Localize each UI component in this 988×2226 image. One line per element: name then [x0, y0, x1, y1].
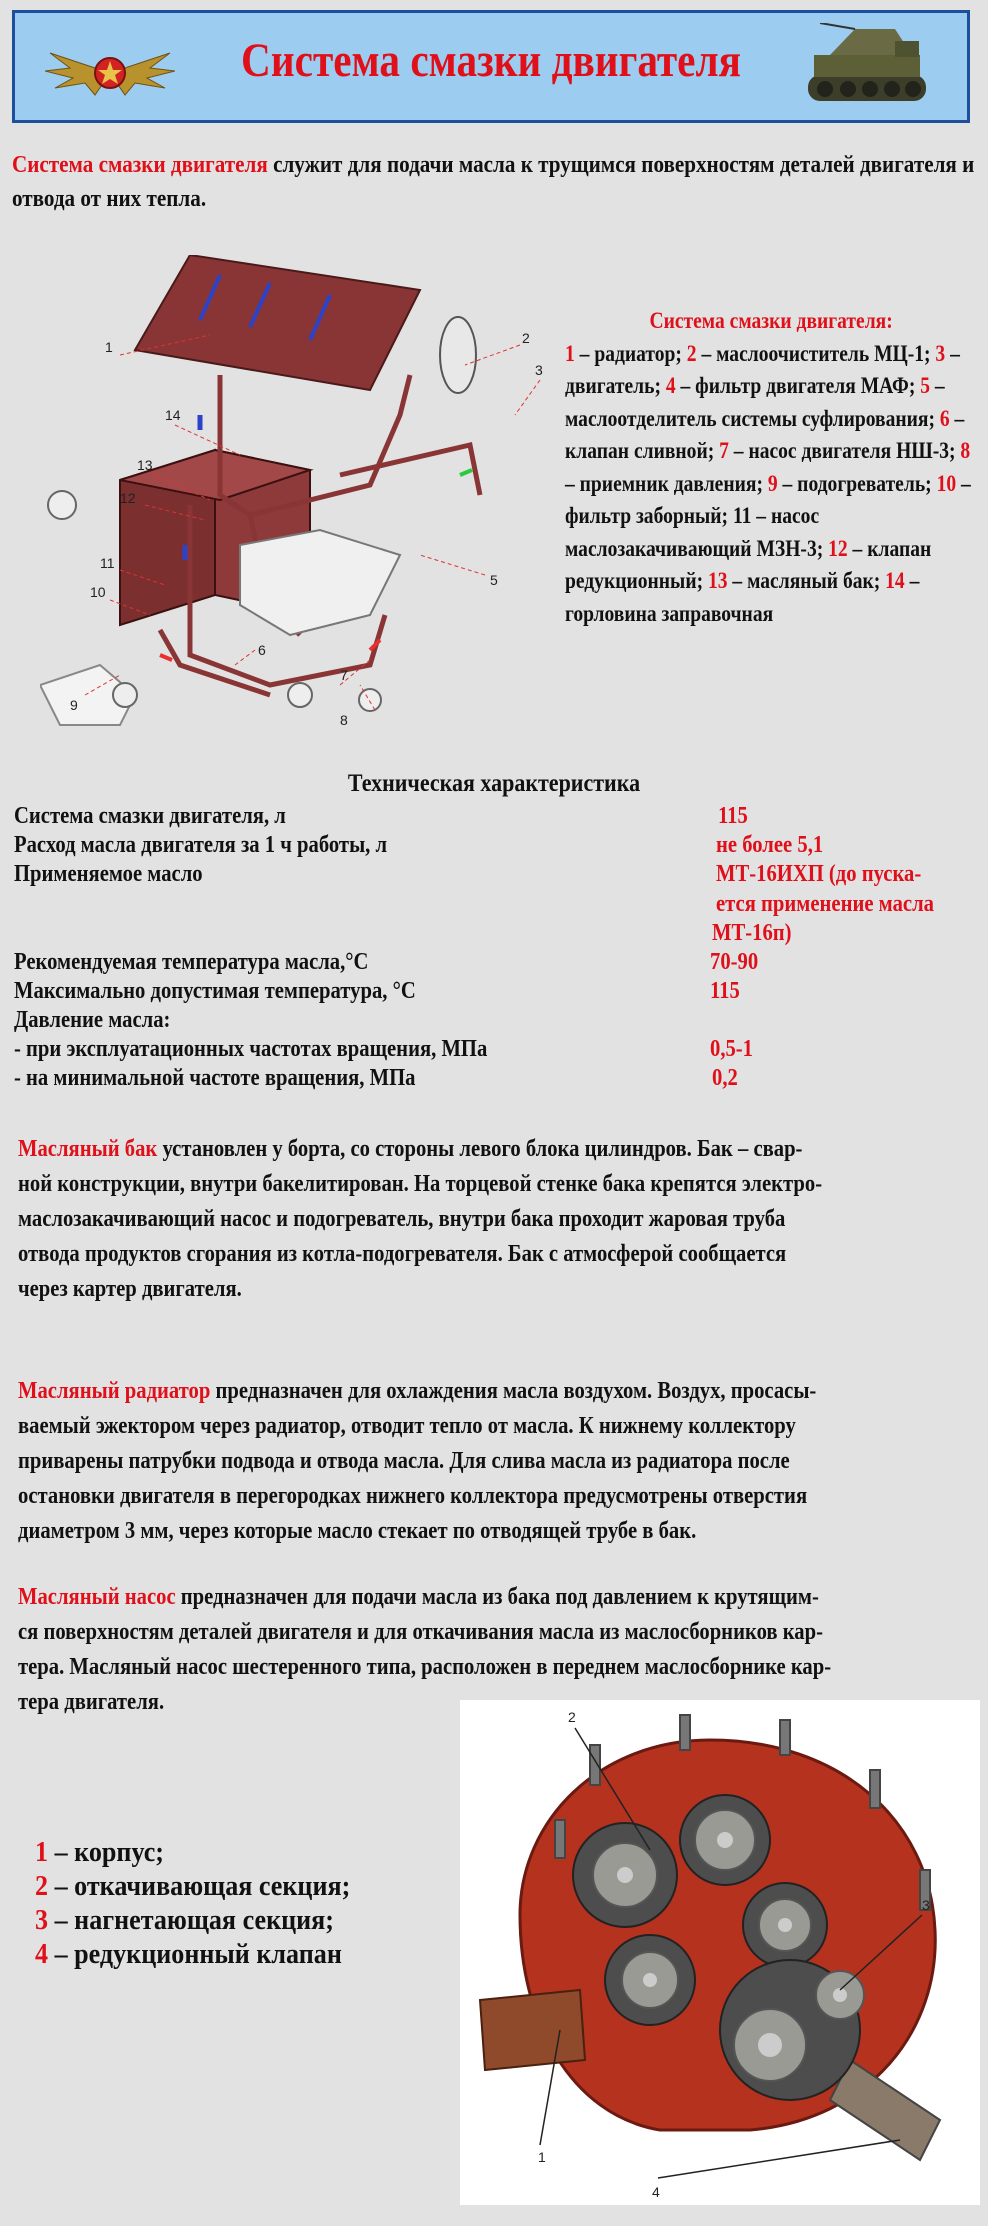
- legend-text: – маслоочиститель МЦ-1;: [696, 340, 936, 366]
- page-title: Система смазки двигателя: [241, 34, 741, 87]
- callout-12: 12: [120, 490, 136, 506]
- callout-6: 6: [258, 642, 266, 658]
- spec-value: 70-90: [710, 949, 759, 975]
- legend-text: – приемник давления;: [565, 470, 768, 496]
- legend-number: 2: [686, 340, 697, 366]
- legend-title: Система смазки двигателя:: [649, 308, 893, 333]
- spec-row: Давление масла:: [14, 1007, 171, 1033]
- schematic-legend: [565, 305, 985, 630]
- pump-callout-2: 2: [568, 1709, 576, 1725]
- legend-text: – фильтр двигателя МАФ;: [675, 373, 921, 398]
- list-item: 3 – нагнетающая секция;: [35, 1904, 334, 1936]
- callout-13: 13: [137, 457, 153, 473]
- oil-pump-illustration: [460, 1700, 980, 2205]
- list-item: 2 – откачивающая секция;: [35, 1870, 351, 1902]
- legend-number: 13: [707, 568, 728, 593]
- pump-callout-3: 3: [922, 1897, 930, 1913]
- specs-title: Техническая характеристика: [347, 770, 641, 797]
- spec-value: МТ-16п): [712, 920, 792, 946]
- callout-7: 7: [340, 667, 348, 683]
- intro-paragraph: [12, 148, 976, 216]
- legend-number: 3: [935, 340, 946, 366]
- legend-number: 1: [565, 340, 575, 366]
- callout-2: 2: [522, 330, 530, 346]
- legend-number: 7: [719, 438, 729, 463]
- spec-row: Расход масла двигателя за 1 ч работы, л: [14, 832, 388, 858]
- intro-term: Система смазки двигателя: [12, 152, 268, 178]
- legend-number: 5: [920, 373, 931, 398]
- tracked-vehicle-icon: [800, 23, 935, 115]
- spec-row: Рекомендуемая температура масла,°С: [14, 949, 369, 975]
- oil-tank-paragraph: Масляный бак установлен у борта, со стороны левого блока цилиндров. Бак – свар- ной конструкции, внутри бакелитирован. На торцевой стенке бака крепятся электро- маслозакачивающий насос и подогреватель, внутри бака проходит жаровая труба отвода продуктов сгорания из котла-подогревателя. Бак с атмосферой сообщается через картер двигателя.: [18, 1136, 823, 1302]
- header-banner: [12, 10, 970, 123]
- callout-5: 5: [490, 572, 498, 588]
- callout-9: 9: [70, 697, 78, 713]
- spec-value: 0,2: [712, 1065, 738, 1091]
- legend-text: – маслоотделитель системы суфлирования;: [565, 373, 945, 431]
- pump-parts-list: [35, 1835, 385, 1971]
- legend-number: 12: [828, 535, 848, 561]
- para-term: Масляный радиатор: [18, 1378, 211, 1404]
- para-term: Масляный бак: [18, 1136, 158, 1162]
- spec-row: - при эксплуатационных частотах вращения, МПа: [14, 1036, 488, 1062]
- spec-row: Применяемое масло: [14, 861, 203, 887]
- legend-number: 14: [885, 568, 905, 593]
- spec-value: 0,5-1: [710, 1036, 753, 1062]
- spec-value: 115: [710, 978, 740, 1004]
- spec-value: ется применение масла: [716, 891, 934, 917]
- legend-text: – клапан редукционный;: [565, 535, 932, 593]
- legend-text: – клапан сливной;: [565, 405, 965, 463]
- radiator-shape: [135, 255, 420, 390]
- intro-text: служит для подачи масла к трущимся поверхностям деталей двигателя и отвода от них тепла.: [12, 152, 975, 212]
- list-item: 1 – корпус;: [35, 1836, 164, 1868]
- legend-text: – горловина заправочная: [565, 568, 920, 626]
- oil-radiator-paragraph: Масляный радиатор предназначен для охлаждения масла воздухом. Воздух, просасы- ваемый эжектором через радиатор, отводит тепло от масла. К нижнему коллектору приварены патрубки подвода и отвода масла. Для слива масла из радиатора после остановки двигателя в перегородках нижнего коллектора предусмотрены отверстия диаметром 3 мм, через которые масло стекает по отводящей трубе в бак.: [18, 1378, 817, 1544]
- spec-row: - на минимальной частоте вращения, МПа: [14, 1065, 416, 1091]
- list-item: 4 – редукционный клапан: [35, 1938, 342, 1970]
- legend-text: – масляный бак;: [727, 568, 886, 593]
- legend-text: – подогреватель;: [777, 470, 937, 496]
- legend-number: 9: [767, 470, 778, 496]
- legend-text: – двигатель;: [565, 340, 960, 398]
- pump-callout-4: 4: [652, 2184, 660, 2200]
- callout-14: 14: [165, 407, 181, 423]
- legend-text: – фильтр заборный; 11 – насос маслозакачивающий МЗН-3;: [565, 470, 971, 561]
- legend-text: – радиатор;: [574, 340, 687, 366]
- callout-3: 3: [535, 362, 543, 378]
- callout-11: 11: [100, 555, 115, 571]
- spec-row: Максимально допустимая температура, °С: [14, 978, 416, 1004]
- lubrication-schematic: [40, 255, 560, 735]
- spec-value: не более 5,1: [716, 832, 824, 858]
- legend-number: 10: [936, 470, 957, 496]
- callout-8: 8: [340, 712, 348, 728]
- oil-pump-paragraph: Масляный насос предназначен для подачи масла из бака под давлением к крутящим- ся поверхностям деталей двигателя и для откачивания масла из маслосборников кар- тера. Масляный насос шестеренного типа, расположен в переднем маслосборнике кар- тера двигателя.: [18, 1584, 832, 1715]
- legend-number: 4: [665, 373, 676, 398]
- spec-value: МТ-16ИХП (до пуска-: [716, 861, 922, 887]
- pump-callout-1: 1: [538, 2149, 546, 2165]
- legend-number: 6: [939, 405, 950, 431]
- spec-row: Система смазки двигателя, л: [14, 803, 286, 829]
- spec-value: 115: [718, 803, 748, 829]
- callout-10: 10: [90, 584, 106, 600]
- callout-1: 1: [105, 339, 113, 355]
- legend-items: [565, 341, 971, 626]
- legend-text: – насос двигателя НШ-3;: [728, 438, 961, 463]
- para-term: Масляный насос: [18, 1584, 176, 1610]
- legend-number: 8: [960, 438, 971, 463]
